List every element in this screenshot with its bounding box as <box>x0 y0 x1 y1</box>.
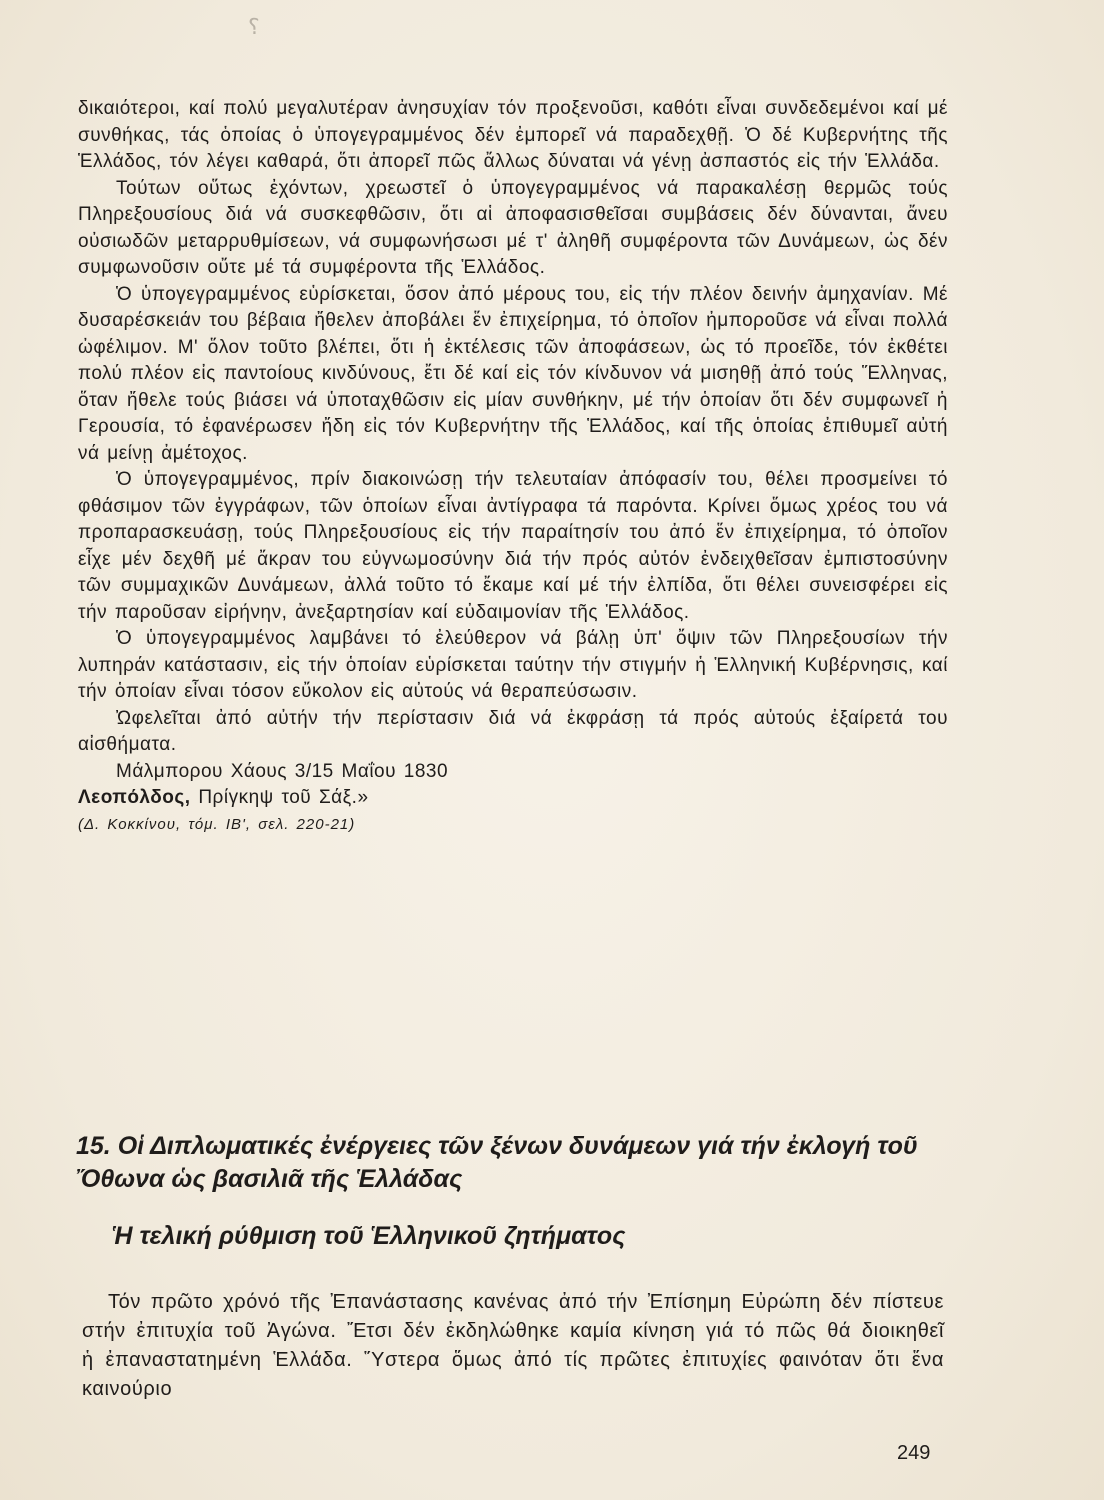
section-number: 15. <box>76 1132 111 1160</box>
paragraph-4: Ὁ ὑπογεγραμμένος, πρίν διακοινώσῃ τήν τελευταίαν ἀπόφασίν του, θέλει προσμείνει τό φθάσιμον τῶν ἐγγράφων, τῶν ὁποίων εἶναι ἀντίγραφα τά παρόντα. Κρίνει ὅμως χρέος του νά προπαρασκευάσῃ, τούς Πληρεξουσίους εἰς τήν παραίτησίν του ἀπό ἕν ἐπιχείρημα, τό ὁποῖον εἶχε μέν δεχθῆ μέ ἄκραν του εὐγνωμοσύνην διά τήν πρός αὐτόν ἐνδειχθεῖσαν ἐμπιστοσύνην τῶν συμμαχικῶν Δυνάμεων, ἀλλά τοῦτο τό ἔκαμε καί μέ τήν ἐλπίδα, ὅτι θέλει συνεισφέρει εἰς τήν παροῦσαν εἰρήνην, ἀνεξαρτησίαν καί εὐδαιμονίαν τῆς Ἑλλάδος. <box>78 469 948 623</box>
paragraph-2: Τούτων οὕτως ἐχόντων, χρεωστεῖ ὁ ὑπογεγραμμένος νά παρακαλέσῃ θερμῶς τούς Πληρεξουσίους διά νά συσκεφθῶσιν, ὅτι αἱ ἀποφασισθεῖσαι συμβάσεις δέν δύνανται, ἄνευ οὐσιωδῶν μεταρρυθμίσεων, νά συμφωνήσωσι μέ τ' ἀληθῆ συμφέροντα τῶν Δυνάμεων, ὡς δέν συμφωνοῦσιν οὔτε μέ τά συμφέροντα τῆς Ἑλλάδος. <box>78 177 948 278</box>
citation: (Δ. Κοκκίνου, τόμ. ΙΒ', σελ. 220-21) <box>78 815 356 833</box>
page-corner-mark: ؟ <box>248 14 260 39</box>
section-heading <box>76 1130 956 1196</box>
signature-title: Πρίγκηψ τοῦ Σάξ.» <box>198 787 369 808</box>
letter-body <box>78 96 948 838</box>
closing-paragraph: Τόν πρῶτο χρόνό τῆς Ἐπανάστασης κανένας ἀπό τήν Ἐπίσημη Εὐρώπη δέν πίστευε στήν ἐπιτυχία τοῦ Ἀγώνα. Ἔτσι δέν ἐκδηλώθηκε καμία κίνηση γιά τό πῶς θά διοικηθεῖ ἡ ἐπαναστατημένη Ἑλλάδα. Ὕστερα ὅμως ἀπό τίς πρῶτες ἐπιτυχίες φαινόταν ὅτι ἕνα καινούριο <box>82 1291 944 1400</box>
paragraph-5: Ὁ ὑπογεγραμμένος λαμβάνει τό ἐλεύθερον νά βάλῃ ὑπ' ὄψιν τῶν Πληρεξουσίων τήν λυπηράν κατάστασιν, εἰς τήν ὁποίαν εὑρίσκεται ταύτην τήν στιγμήν ἡ Ἑλληνική Κυβέρνησις, καί τήν ὁποίαν εἶναι τόσον εὔκολον εἰς αὐτούς νά θεραπεύσωσιν. <box>78 628 948 702</box>
paragraph-6: Ὠφελεῖται ἀπό αὐτήν τήν περίστασιν διά νά ἐκφράσῃ τά πρός αὐτούς ἐξαίρετά του αἰσθήματα. <box>78 707 948 755</box>
paragraph-1: δικαιότεροι, καί πολύ μεγαλυτέραν ἀνησυχίαν τόν προξενοῦσι, καθότι εἶναι συνδεδεμένοι καί μέ συνθήκας, τάς ὁποίας ὁ ὑπογεγραμμένος δέν ἐμπορεῖ νά παραδεχθῇ. Ὁ δέ Κυβερνήτης τῆς Ἑλλάδος, τόν λέγει καθαρά, ὅτι ἀπορεῖ πῶς ἄλλως δύναται νά γένῃ ἀσπαστός εἰς τήν Ἑλλάδα. <box>78 98 948 172</box>
section-subtitle: Ἡ τελική ρύθμιση τοῦ Ἑλληνικοῦ ζητήματος <box>112 1222 626 1250</box>
section-title: Οἱ Διπλωματικές ἐνέργειες τῶν ξένων δυνάμεων γιά τήν ἐκλογή τοῦ Ὄθωνα ὡς βασιλιᾶ τῆς Ἑλλάδας <box>76 1132 918 1193</box>
signature-name: Λεοπόλδος, <box>78 787 191 808</box>
date-line: Μάλμπορου Χάους 3/15 Μαΐου 1830 <box>116 760 449 782</box>
page-number: 249 <box>897 1442 931 1464</box>
signature <box>78 785 948 812</box>
paragraph-3: Ὁ ὑπογεγραμμένος εὑρίσκεται, ὅσον ἀπό μέρους του, εἰς τήν πλέον δεινήν ἀμηχανίαν. Μέ δυσαρέσκειάν του βέβαια ἤθελεν ἀποβάλει ἕν ἐπιχείρημα, τό ὁποῖον ἠμποροῦσε νά εἶναι πολλά ὠφέλιμον. Μ' ὅλον τοῦτο βλέπει, ὅτι ἡ ἐκτέλεσις τῶν ἀποφάσεων, ὡς τό προεῖδε, τόν ἐκθέτει πολύ πλέον εἰς παντοίους κινδύνους, ἔτι δέ καί εἰς τόν κίνδυνον νά μισηθῇ ἀπό τούς Ἕλληνας, ὅταν ἤθελε τούς βιάσει νά ὑποταχθῶσιν εἰς μίαν συνθήκην, μέ τήν ὁποίαν ὅτι δέν συμφωνεῖ ἡ Γερουσία, τό ἐφανέρωσεν ἤδη εἰς τόν Κυβερνήτην τῆς Ἑλλάδος, καί τῆς ὁποίας ἐπιθυμεῖ αὐτή νά μείνῃ ἀμέτοχος. <box>78 283 948 464</box>
